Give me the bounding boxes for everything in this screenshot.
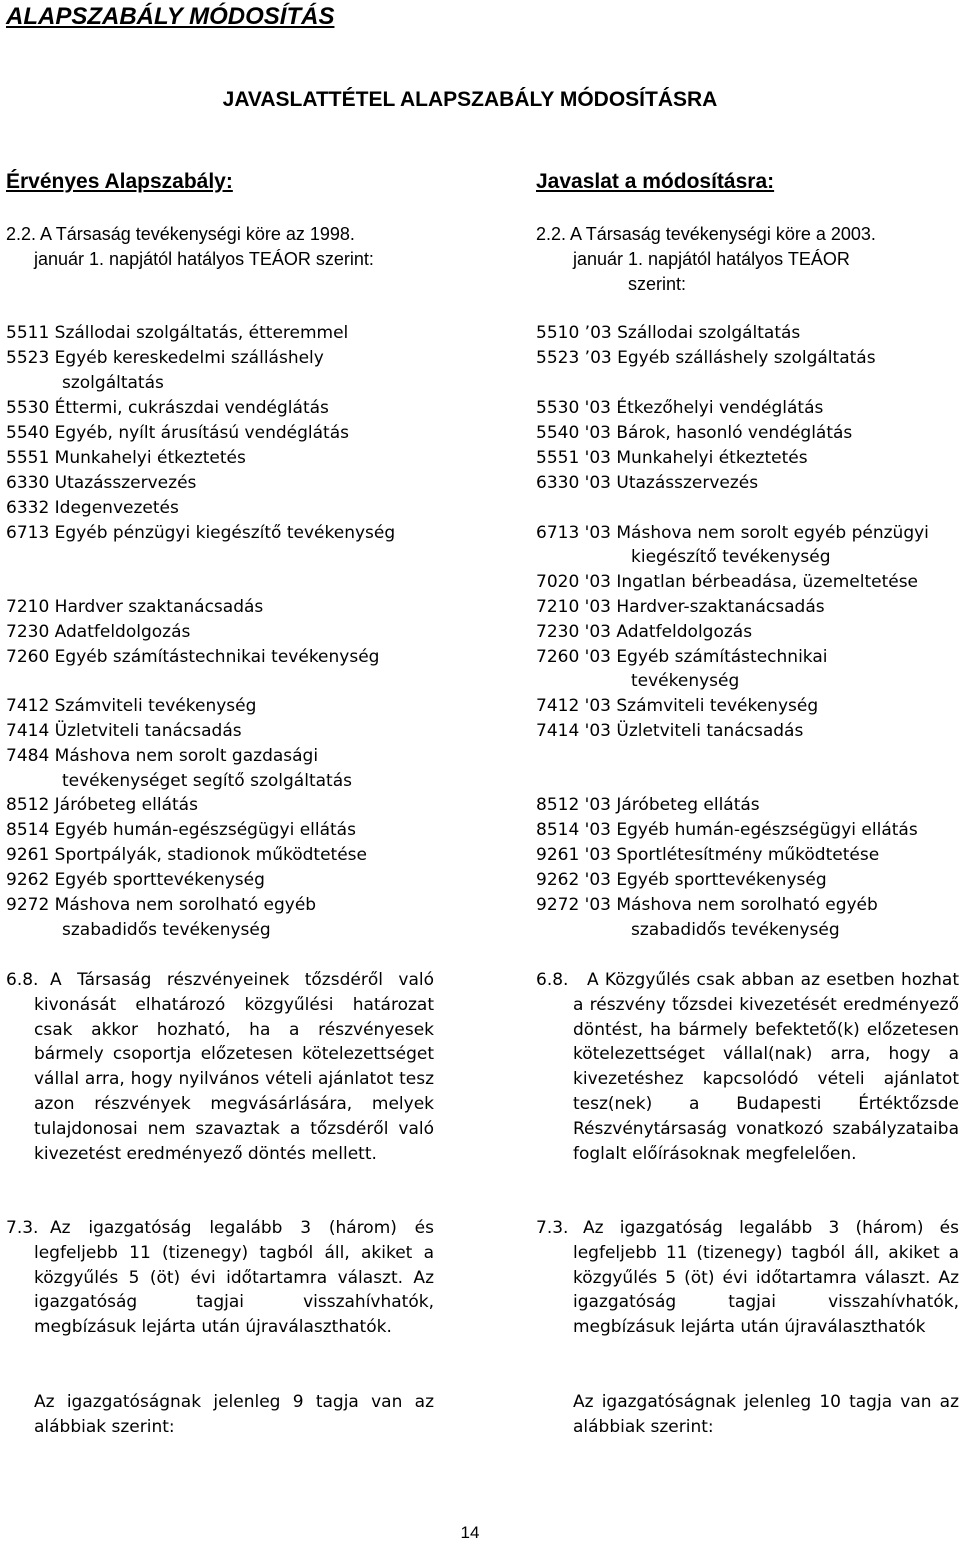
paragraph-text: Az igazgatóság legalább 3 (három) és legfeljebb 11 (tizenegy) tagból áll, akiket a közgyűlés 5 (öt) évi időtartamra választ. Az igazgatóság tagjai visszahívhatók, megbízásuk lejárta után újraválaszthatók. <box>34 1218 434 1338</box>
list-item: 5530 '03 Étkezőhelyi vendéglátás <box>536 398 824 418</box>
list-item: 6330 '03 Utazásszervezés <box>536 473 759 493</box>
right-paragraph-7-3 <box>573 1216 959 1340</box>
paragraph-text: Az igazgatóság legalább 3 (három) és legfeljebb 11 (tizenegy) tagból áll, akiket a közgyűlés 5 (öt) évi időtartamra választ. Az igazgatóság tagjai visszahívhatók, megbízásuk lejárta után újraválaszthatók <box>573 1218 959 1338</box>
list-item: 7020 '03 Ingatlan bérbeadása, üzemeltetése <box>536 572 919 592</box>
list-item: 7414 '03 Üzletviteli tanácsadás <box>536 721 804 741</box>
list-item: 7260 Egyéb számítástechnikai tevékenység <box>6 647 380 667</box>
list-item: 5551 '03 Munkahelyi étkeztetés <box>536 448 808 468</box>
list-item: 5511 Szállodai szolgáltatás, étteremmel <box>6 323 349 343</box>
list-item: 9262 Egyéb sporttevékenység <box>6 870 265 890</box>
list-item: szabadidős tevékenység <box>631 920 840 940</box>
left-column-heading: Érvényes Alapszabály: <box>6 170 233 193</box>
list-item: 7414 Üzletviteli tanácsadás <box>6 721 242 741</box>
list-item: 8514 '03 Egyéb humán-egészségügyi ellátás <box>536 820 918 840</box>
list-item: 5523 Egyéb kereskedelmi szálláshely <box>6 348 324 368</box>
left-intro-line-2: január 1. napjától hatályos TEÁOR szerint: <box>34 249 374 269</box>
list-item: 7210 Hardver szaktanácsadás <box>6 597 264 617</box>
list-item: 5540 '03 Bárok, hasonló vendéglátás <box>536 423 853 443</box>
section-number: 7.3. <box>536 1218 569 1238</box>
list-item: 8512 '03 Járóbeteg ellátás <box>536 795 760 815</box>
list-item: 8512 Járóbeteg ellátás <box>6 795 198 815</box>
right-members-text <box>573 1390 959 1440</box>
document-heading: JAVASLATTÉTEL ALAPSZABÁLY MÓDOSÍTÁSRA <box>222 88 718 111</box>
right-intro-line-2: január 1. napjától hatályos TEÁOR <box>573 249 850 269</box>
paragraph-text: Az igazgatóságnak jelenleg 9 tagja van az alábbiak szerint: <box>34 1392 434 1437</box>
list-item: 9261 Sportpályák, stadionok működtetése <box>6 845 367 865</box>
list-item: 7484 Máshova nem sorolt gazdasági <box>6 746 319 766</box>
list-item: 5551 Munkahelyi étkeztetés <box>6 448 246 468</box>
section-number: 6.8. <box>6 970 39 990</box>
left-paragraph-6-8 <box>34 968 434 1166</box>
left-intro-line-1: 2.2. A Társaság tevékenységi köre az 1998. <box>6 224 355 244</box>
list-item: 8514 Egyéb humán-egészségügyi ellátás <box>6 820 356 840</box>
list-item: 9262 '03 Egyéb sporttevékenység <box>536 870 827 890</box>
list-item: szolgáltatás <box>62 373 164 393</box>
page-title: ALAPSZABÁLY MÓDOSÍTÁS <box>6 3 335 30</box>
list-item: 7210 '03 Hardver-szaktanácsadás <box>536 597 825 617</box>
list-item: 7230 '03 Adatfeldolgozás <box>536 622 753 642</box>
right-intro-line-1: 2.2. A Társaság tevékenységi köre a 2003. <box>536 224 876 244</box>
left-members-text <box>34 1390 434 1440</box>
list-item: 7230 Adatfeldolgozás <box>6 622 191 642</box>
page-number: 14 <box>460 1523 480 1542</box>
list-item: 5510 ’03 Szállodai szolgáltatás <box>536 323 801 343</box>
list-item: kiegészítő tevékenység <box>631 547 831 567</box>
left-paragraph-7-3 <box>34 1216 434 1340</box>
list-item: tevékenység <box>631 671 740 691</box>
list-item: 6713 Egyéb pénzügyi kiegészítő tevékenység <box>6 523 396 543</box>
right-intro-line-3: szerint: <box>628 274 687 294</box>
section-number: 7.3. <box>6 1218 39 1238</box>
section-number: 6.8. <box>536 970 569 990</box>
list-item: 6330 Utazásszervezés <box>6 473 197 493</box>
list-item: 9261 '03 Sportlétesítmény működtetése <box>536 845 880 865</box>
list-item: 7260 '03 Egyéb számítástechnikai <box>536 647 828 667</box>
right-paragraph-6-8 <box>573 968 959 1166</box>
paragraph-text: A Társaság részvényeinek tőzsdéről való kivonását elhatározó közgyűlési határozat csak akkor hozható, ha a részvényesek bármely csoportja előzetesen kötelezettséget vállal arra, hogy nyilvános vételi ajánlatot tesz azon részvények megvásárlására, melyek tulajdonosai nem szavaztak a tőzsdéről való kivezetést eredményező döntés mellett. <box>34 970 434 1164</box>
paragraph-text: Az igazgatóságnak jelenleg 10 tagja van az alábbiak szerint: <box>573 1392 959 1437</box>
list-item: 7412 '03 Számviteli tevékenység <box>536 696 819 716</box>
list-item: 6332 Idegenvezetés <box>6 498 179 518</box>
list-item: szabadidős tevékenység <box>62 920 271 940</box>
list-item: 9272 '03 Máshova nem sorolható egyéb <box>536 895 878 915</box>
paragraph-text: A Közgyűlés csak abban az esetben hozhat a részvény tőzsdei kivezetését eredményező döntést, ha bármely befektető(k) előzetesen kötelezettséget vállal(nak) arra, hogy a kivezetéshez kapcsolódó vételi ajánlatot tesz(nek) a Budapesti Értéktőzsde Részvénytársaság vonatkozó szabályzataiba foglalt előírásoknak megfelelően. <box>573 970 959 1164</box>
list-item: 6713 '03 Máshova nem sorolt egyéb pénzügyi <box>536 523 929 543</box>
list-item: 5530 Éttermi, cukrászdai vendéglátás <box>6 398 329 418</box>
list-item: 5523 ’03 Egyéb szálláshely szolgáltatás <box>536 348 876 368</box>
right-column-heading: Javaslat a módosításra: <box>536 170 775 193</box>
list-item: 7412 Számviteli tevékenység <box>6 696 257 716</box>
list-item: 5540 Egyéb, nyílt árusítású vendéglátás <box>6 423 349 443</box>
list-item: 9272 Máshova nem sorolható egyéb <box>6 895 317 915</box>
list-item: tevékenységet segítő szolgáltatás <box>62 771 352 791</box>
